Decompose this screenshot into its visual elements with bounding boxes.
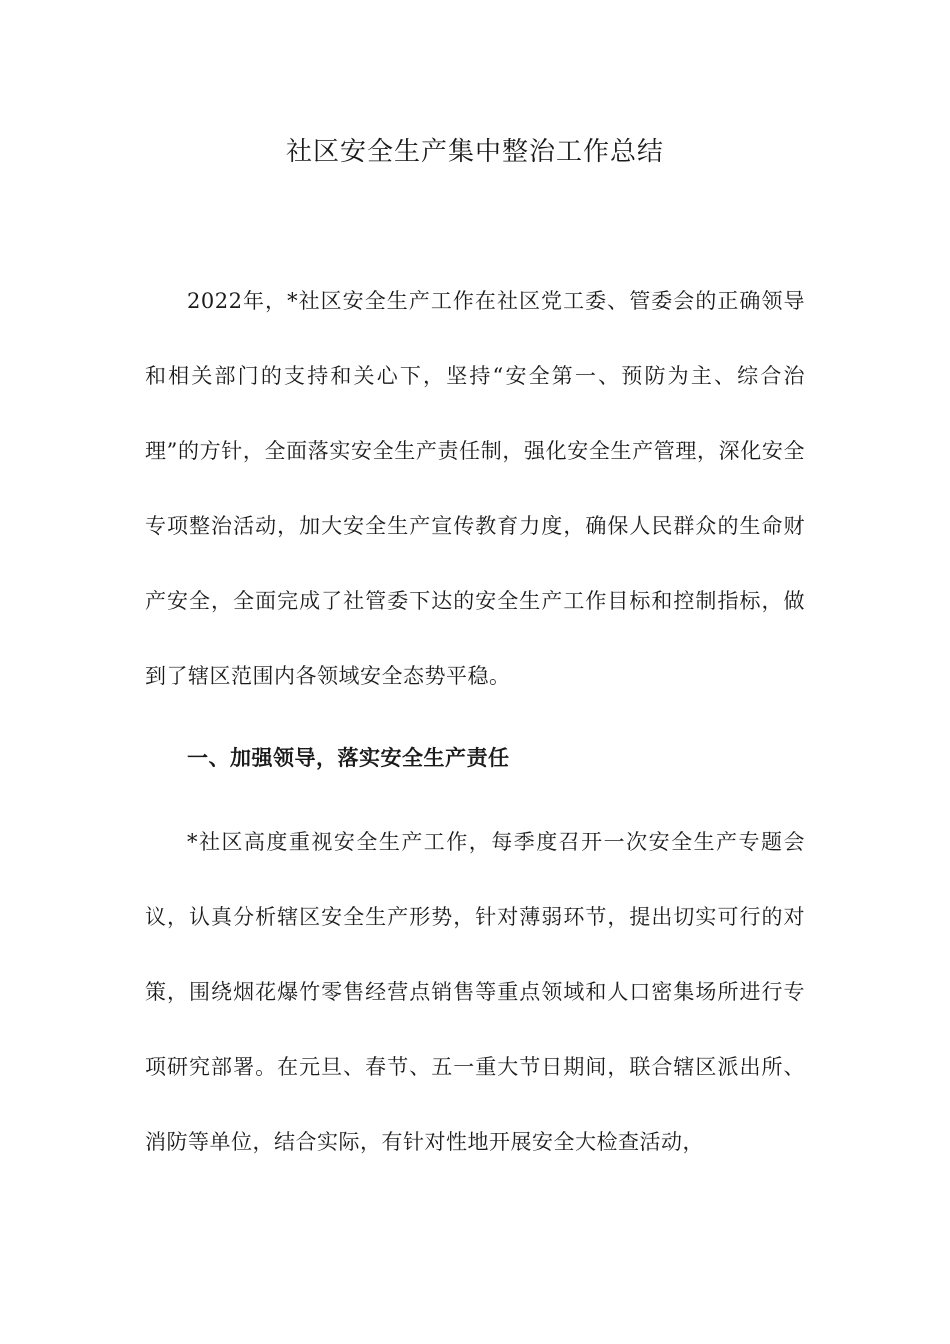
section-paragraph: *社区高度重视安全生产工作，每季度召开一次安全生产专题会议，认真分析辖区安全生产形势，针对薄弱环节，提出切实可行的对策，围绕烟花爆竹零售经营点销售等重点领域和人口密集场所进行专项研究部署。在元旦、春节、五一重大节日期间，联合辖区派出所、消防等单位，结合实际，有针对性地开展安全大检查活动， [145,830,805,1154]
section-heading: 一、加强领导，落实安全生产责任 [187,746,510,770]
intro-paragraph: 2022年，*社区安全生产工作在社区党工委、管委会的正确领导和相关部门的支持和关心下，坚持“安全第一、预防为主、综合治理”的方针，全面落实安全生产责任制，强化安全生产管理，深化安全专项整治活动，加大安全生产宣传教育力度，确保人民群众的生命财产安全，全面完成了社管委下达的安全生产工作目标和控制指标，做到了辖区范围内各领域安全态势平稳。 [145,289,805,688]
document-title: 社区安全生产集中整治工作总结 [285,137,664,167]
